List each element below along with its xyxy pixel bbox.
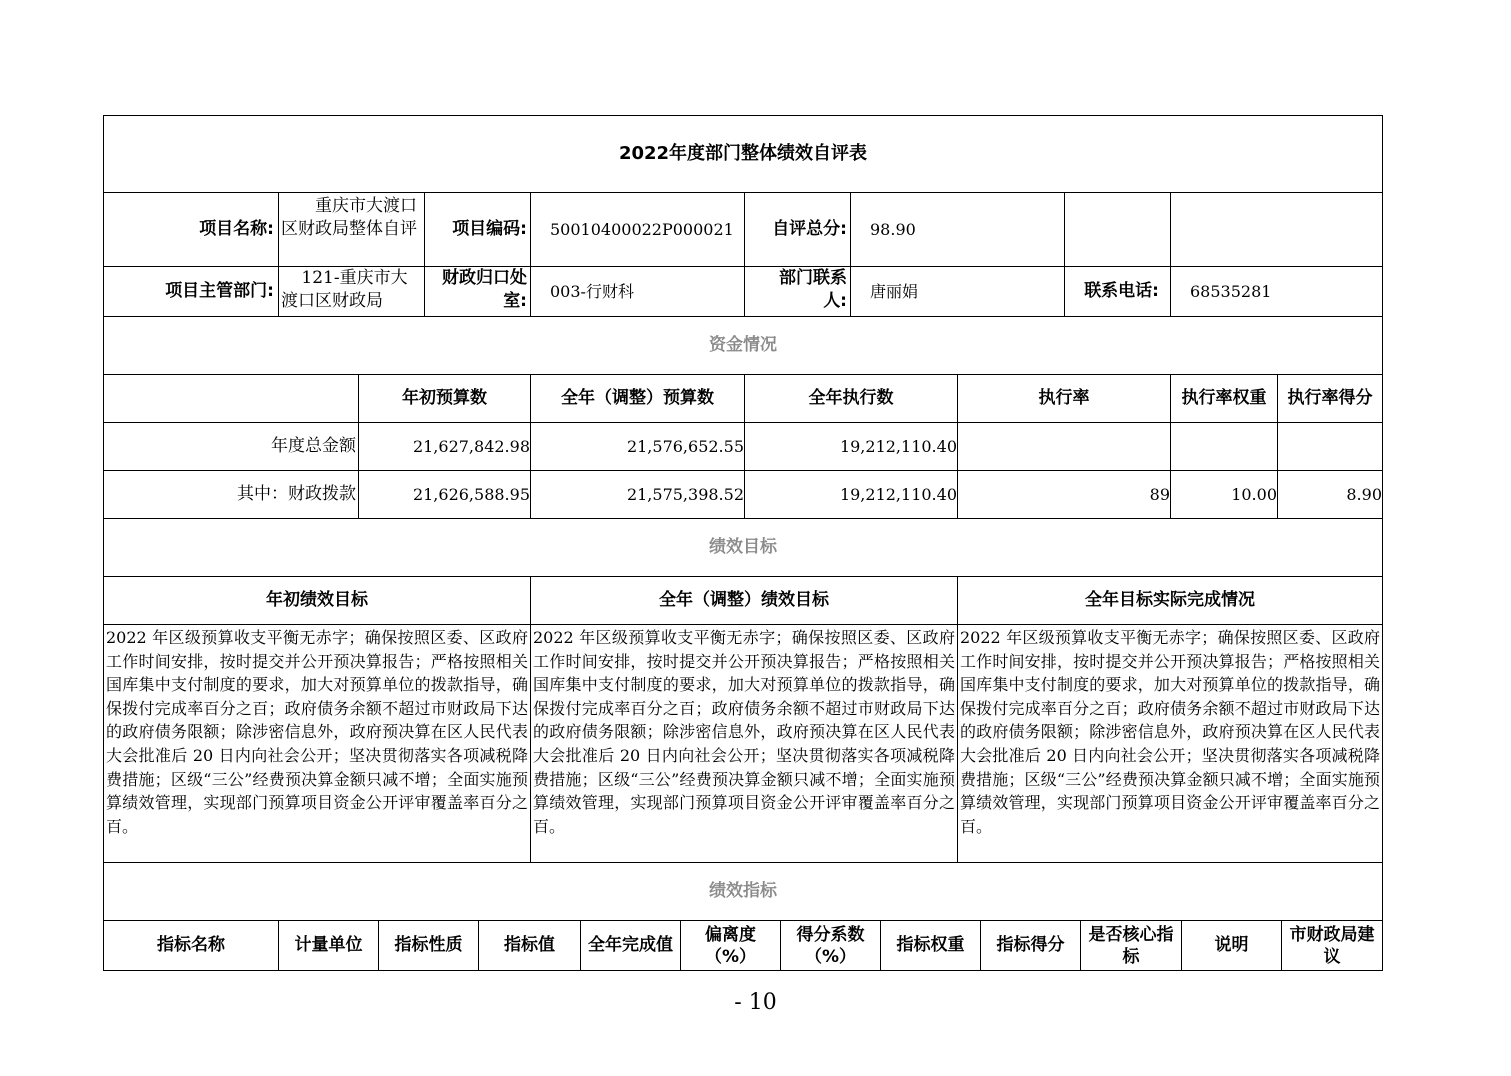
funds-cell <box>1278 423 1382 470</box>
rule <box>104 624 1382 625</box>
indicator-header: 计量单位 <box>294 934 363 955</box>
funds-header: 执行率权重 <box>1181 387 1267 408</box>
indicator-header: 说明 <box>1214 934 1249 955</box>
funds-section-title: 资金情况 <box>709 334 777 355</box>
goal-text-actual: 2022 年区级预算收支平衡无赤字；确保按照区委、区政府工作时间安排，按时提交并公开预决算报告；严格按照相关国库集中支付制度的要求，加大对预算单位的拨款指导，确保拨付完成率百分之百；政府债务余额不超过市财政局下达的政府债务限额；除涉密信息外，政府预决算在区人民代表大会批准后 20 日内向社会公开；坚决贯彻落实各项减税降费措施；区级“三公”经费预决算金额只减不增；全面实施预算绩效管理，实现部门预算项目资金公开评审覆盖率百分之百。 <box>960 628 1380 836</box>
funds-cell: 19,212,110.40 <box>839 484 957 504</box>
indicators-section-title: 绩效指标 <box>709 880 777 901</box>
funds-header: 执行率 <box>1038 387 1090 408</box>
dept-label: 项目主管部门: <box>165 280 274 301</box>
table-title: 2022年度部门整体绩效自评表 <box>618 142 868 164</box>
funds-cell: 21,576,652.55 <box>626 436 744 456</box>
goals-header: 年初绩效目标 <box>266 589 368 610</box>
funds-cell: 89 <box>1149 484 1170 504</box>
funds-cell <box>1171 423 1277 470</box>
indicator-header: 是否核心指标 <box>1088 924 1174 967</box>
funds-cell: 10.00 <box>1231 484 1277 504</box>
self-score-label: 自评总分: <box>772 218 847 239</box>
indicator-header: 偏离度（%） <box>704 924 757 967</box>
goals-section-title: 绩效目标 <box>709 536 777 557</box>
indicator-header: 全年完成值 <box>588 934 673 955</box>
indicator-header: 指标名称 <box>157 934 225 955</box>
indicator-header: 指标性质 <box>394 934 463 955</box>
goals-header: 全年（调整）绩效目标 <box>659 589 829 610</box>
phone-label: 联系电话: <box>1084 280 1159 301</box>
office-label: 财政归口处室: <box>442 268 527 311</box>
funds-cell: 8.90 <box>1346 484 1382 504</box>
project-name-value: 重庆市大渡口区财政局整体自评 <box>281 196 417 239</box>
indicator-header: 市财政局建议 <box>1289 924 1375 967</box>
funds-header: 全年执行数 <box>808 387 894 408</box>
phone-value: 68535281 <box>1190 281 1272 301</box>
goal-text-adjusted: 2022 年区级预算收支平衡无赤字；确保按照区委、区政府工作时间安排，按时提交并公开预决算报告；严格按照相关国库集中支付制度的要求，加大对预算单位的拨款指导，确保拨付完成率百分之百；政府债务余额不超过市财政局下达的政府债务限额；除涉密信息外，政府预决算在区人民代表大会批准后 20 日内向社会公开；坚决贯彻落实各项减税降费措施；区级“三公”经费预决算金额只减不增；全面实施预算绩效管理，实现部门预算项目资金公开评审覆盖率百分之百。 <box>533 628 955 836</box>
indicator-header: 指标权重 <box>896 934 965 955</box>
dept-value: 121-重庆市大渡口区财政局 <box>281 268 408 311</box>
funds-header: 年初预算数 <box>402 387 487 408</box>
funds-cell: 21,626,588.95 <box>412 484 530 504</box>
funds-cell <box>958 423 1170 470</box>
funds-cell: 21,627,842.98 <box>412 436 530 456</box>
office-value: 003-行财科 <box>550 281 634 301</box>
goal-text-initial: 2022 年区级预算收支平衡无赤字；确保按照区委、区政府工作时间安排，按时提交并公开预决算报告；严格按照相关国库集中支付制度的要求，加大对预算单位的拨款指导，确保拨付完成率百分之百；政府债务余额不超过市财政局下达的政府债务限额；除涉密信息外，政府预决算在区人民代表大会批准后 20 日内向社会公开；坚决贯彻落实各项减税降费措施；区级“三公”经费预决算金额只减不增；全面实施预算绩效管理，实现部门预算项目资金公开评审覆盖率百分之百。 <box>106 628 528 836</box>
project-code-value: 50010400022P000021 <box>550 219 734 239</box>
indicator-header: 指标值 <box>504 934 555 955</box>
funds-cell: 19,212,110.40 <box>839 436 957 456</box>
goals-header: 全年目标实际完成情况 <box>1085 589 1255 610</box>
funds-cell: 21,575,398.52 <box>626 484 744 504</box>
funds-row-label: 其中：财政拨款 <box>237 483 356 504</box>
self-score-value: 98.90 <box>870 219 916 239</box>
page-number: - 10 <box>734 990 777 1015</box>
funds-header: 全年（调整）预算数 <box>561 387 714 408</box>
funds-row-label: 年度总金额 <box>271 435 356 456</box>
project-code-label: 项目编码: <box>452 218 527 239</box>
contact-label: 部门联系人: <box>779 268 847 311</box>
indicator-header: 得分系数（%） <box>796 924 865 967</box>
performance-table <box>103 115 1383 971</box>
indicator-header: 指标得分 <box>996 934 1065 955</box>
contact-value: 唐丽娟 <box>870 281 919 301</box>
project-name-label: 项目名称: <box>199 218 274 239</box>
funds-header: 执行率得分 <box>1287 387 1373 408</box>
